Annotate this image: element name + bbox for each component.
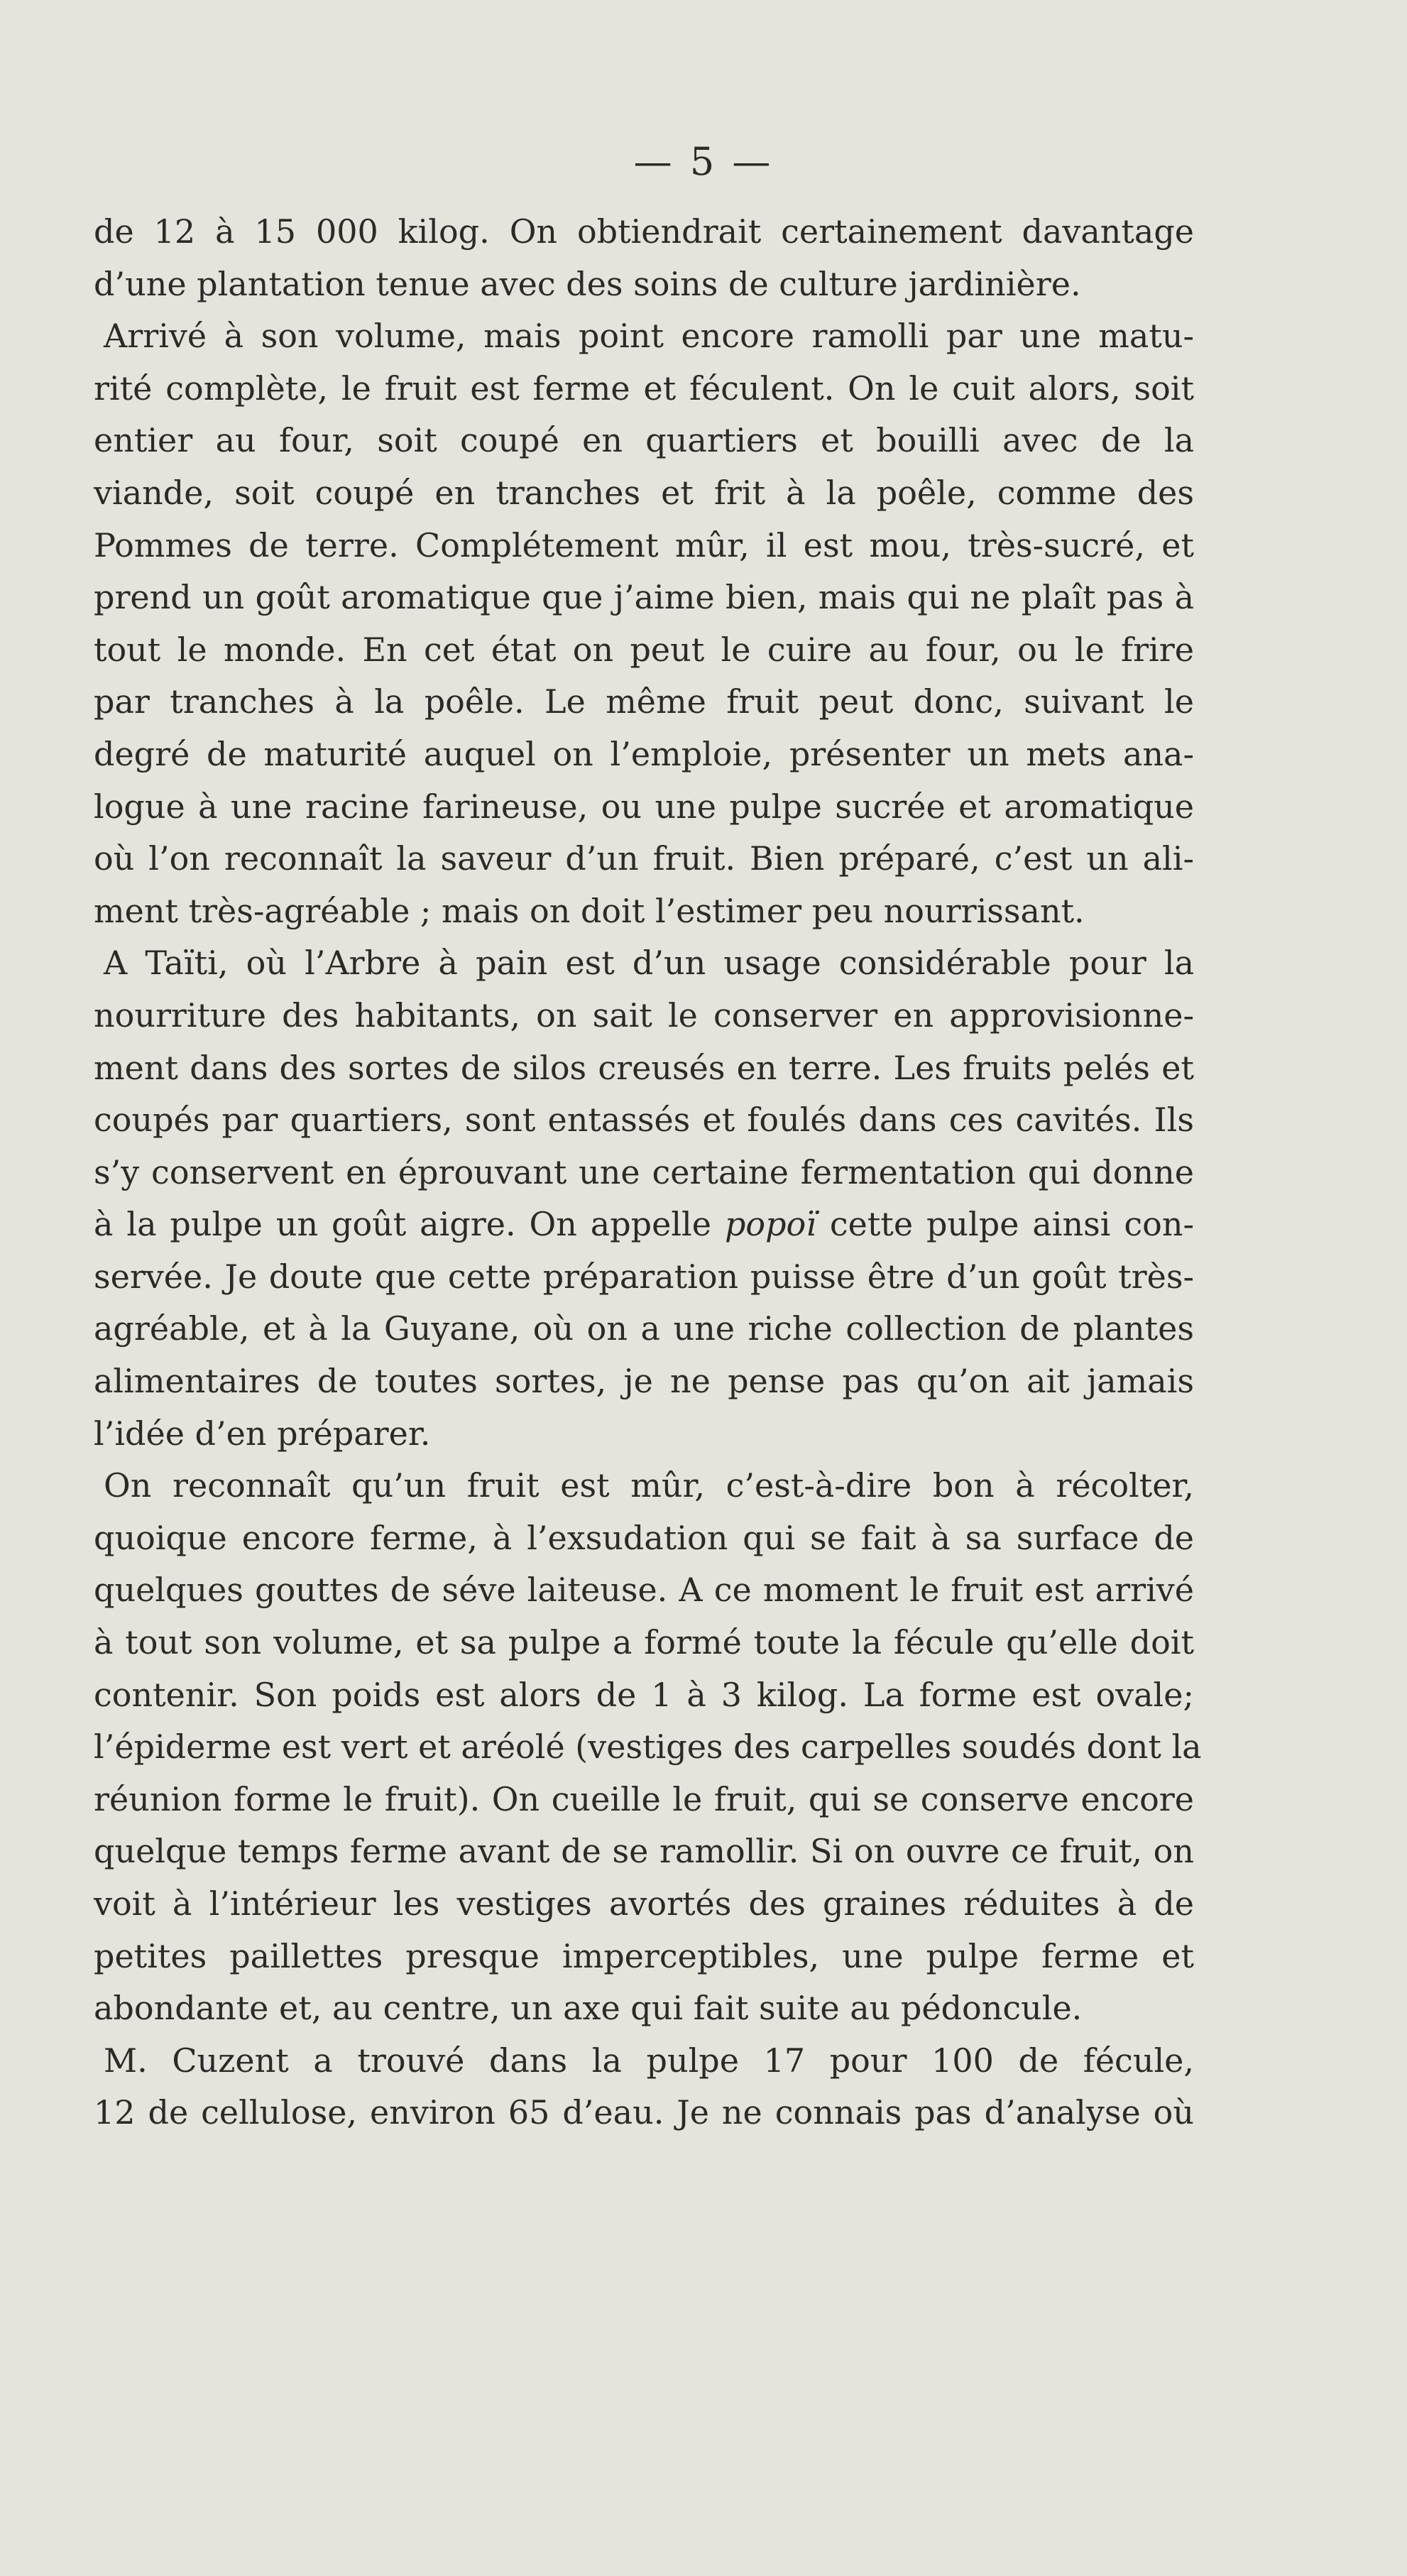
text-line: agréable, et à la Guyane, où on a une riche collection de plantes — [94, 1309, 1194, 1348]
text-line: prend un goût aromatique que j’aime bien, mais qui ne plaît pas à — [94, 578, 1194, 617]
text-line: s’y conservent en éprouvant une certaine fermentation qui donne — [94, 1152, 1194, 1191]
text-line: coupés par quartiers, sont entassés et foulés dans ces cavités. Ils — [94, 1101, 1194, 1140]
text-line: Arrivé à son volume, mais point encore ramolli par une matu- — [104, 317, 1194, 356]
text-line: degré de maturité auquel on l’emploie, présenter un mets ana- — [94, 734, 1194, 773]
text-line: servée. Je doute que cette préparation puisse être d’un goût très- — [94, 1257, 1194, 1296]
text-line: alimentaires de toutes sortes, je ne pense pas qu’on ait jamais — [94, 1362, 1194, 1401]
text-line: d’une plantation tenue avec des soins de culture jardinière. — [94, 264, 1081, 303]
text-line: quelques gouttes de séve laiteuse. A ce moment le fruit est arrivé — [94, 1571, 1194, 1610]
text-line: de 12 à 15 000 kilog. On obtiendrait certainement davantage — [94, 212, 1194, 251]
text-line: On reconnaît qu’un fruit est mûr, c’est-à-dire bon à récolter, — [104, 1466, 1194, 1505]
text-line: l’idée d’en préparer. — [94, 1414, 431, 1453]
text-line: à tout son volume, et sa pulpe a formé toute la fécule qu’elle doit — [94, 1623, 1194, 1662]
text-line: rité complète, le fruit est ferme et féculent. On le cuit alors, soit — [94, 369, 1194, 408]
text-line: quoique encore ferme, à l’exsudation qui se fait à sa surface de — [94, 1518, 1194, 1557]
paragraph-3 — [94, 937, 1194, 1460]
text-line: Pommes de terre. Complétement mûr, il est mou, très-sucré, et — [94, 525, 1194, 564]
text-line: quelque temps ferme avant de se ramollir. Si on ouvre ce fruit, on — [94, 1832, 1194, 1871]
paragraph-1 — [94, 206, 1194, 310]
text-line: entier au four, soit coupé en quartiers et bouilli avec de la — [94, 421, 1194, 460]
page-number: — 5 — — [633, 139, 774, 184]
text-line: contenir. Son poids est alors de 1 à 3 kilog. La forme est ovale; — [94, 1675, 1194, 1714]
text-line: M. Cuzent a trouvé dans la pulpe 17 pour 100 de fécule, — [104, 2041, 1194, 2080]
text-line: A Taïti, où l’Arbre à pain est d’un usage considérable pour la — [104, 944, 1194, 983]
text-line: ment dans des sortes de silos creusés en terre. Les fruits pelés et — [94, 1048, 1194, 1087]
text-line: petites paillettes presque imperceptibles, une pulpe ferme et — [94, 1936, 1194, 1975]
text-line: logue à une racine farineuse, ou une pulpe sucrée et aromatique — [94, 787, 1194, 826]
paragraph-4 — [94, 1460, 1202, 2035]
text-line: par tranches à la poêle. Le même fruit peut donc, suivant le — [94, 682, 1194, 721]
text-line: viande, soit coupé en tranches et frit à la poêle, comme des — [94, 473, 1194, 512]
text-line: à la pulpe un goût aigre. On appelle popoï cette pulpe ainsi con- — [94, 1205, 1195, 1244]
text-line: ment très-agréable ; mais on doit l’estimer peu nourrissant. — [94, 891, 1085, 930]
text-line: voit à l’intérieur les vestiges avortés des graines réduites à de — [94, 1884, 1194, 1923]
text-line: nourriture des habitants, on sait le conserver en approvisionne- — [94, 995, 1194, 1035]
text-line: 12 de cellulose, environ 65 d’eau. Je ne connais pas d’analyse où — [94, 2093, 1194, 2132]
text-line: abondante et, au centre, un axe qui fait suite au pédoncule. — [94, 1989, 1083, 2028]
text-line: tout le monde. En cet état on peut le cuire au four, ou le frire — [94, 630, 1194, 669]
text-line: où l’on reconnaît la saveur d’un fruit. Bien préparé, c’est un ali- — [94, 839, 1194, 878]
paragraph-2 — [94, 310, 1194, 937]
text-line: l’épiderme est vert et aréolé (vestiges des carpelles soudés dont la — [94, 1728, 1202, 1767]
italic-term: popoï — [724, 1205, 816, 1244]
text-line: réunion forme le fruit). On cueille le fruit, qui se conserve encore — [94, 1779, 1194, 1818]
body-text — [94, 206, 1202, 2139]
paragraph-5 — [94, 2035, 1194, 2139]
